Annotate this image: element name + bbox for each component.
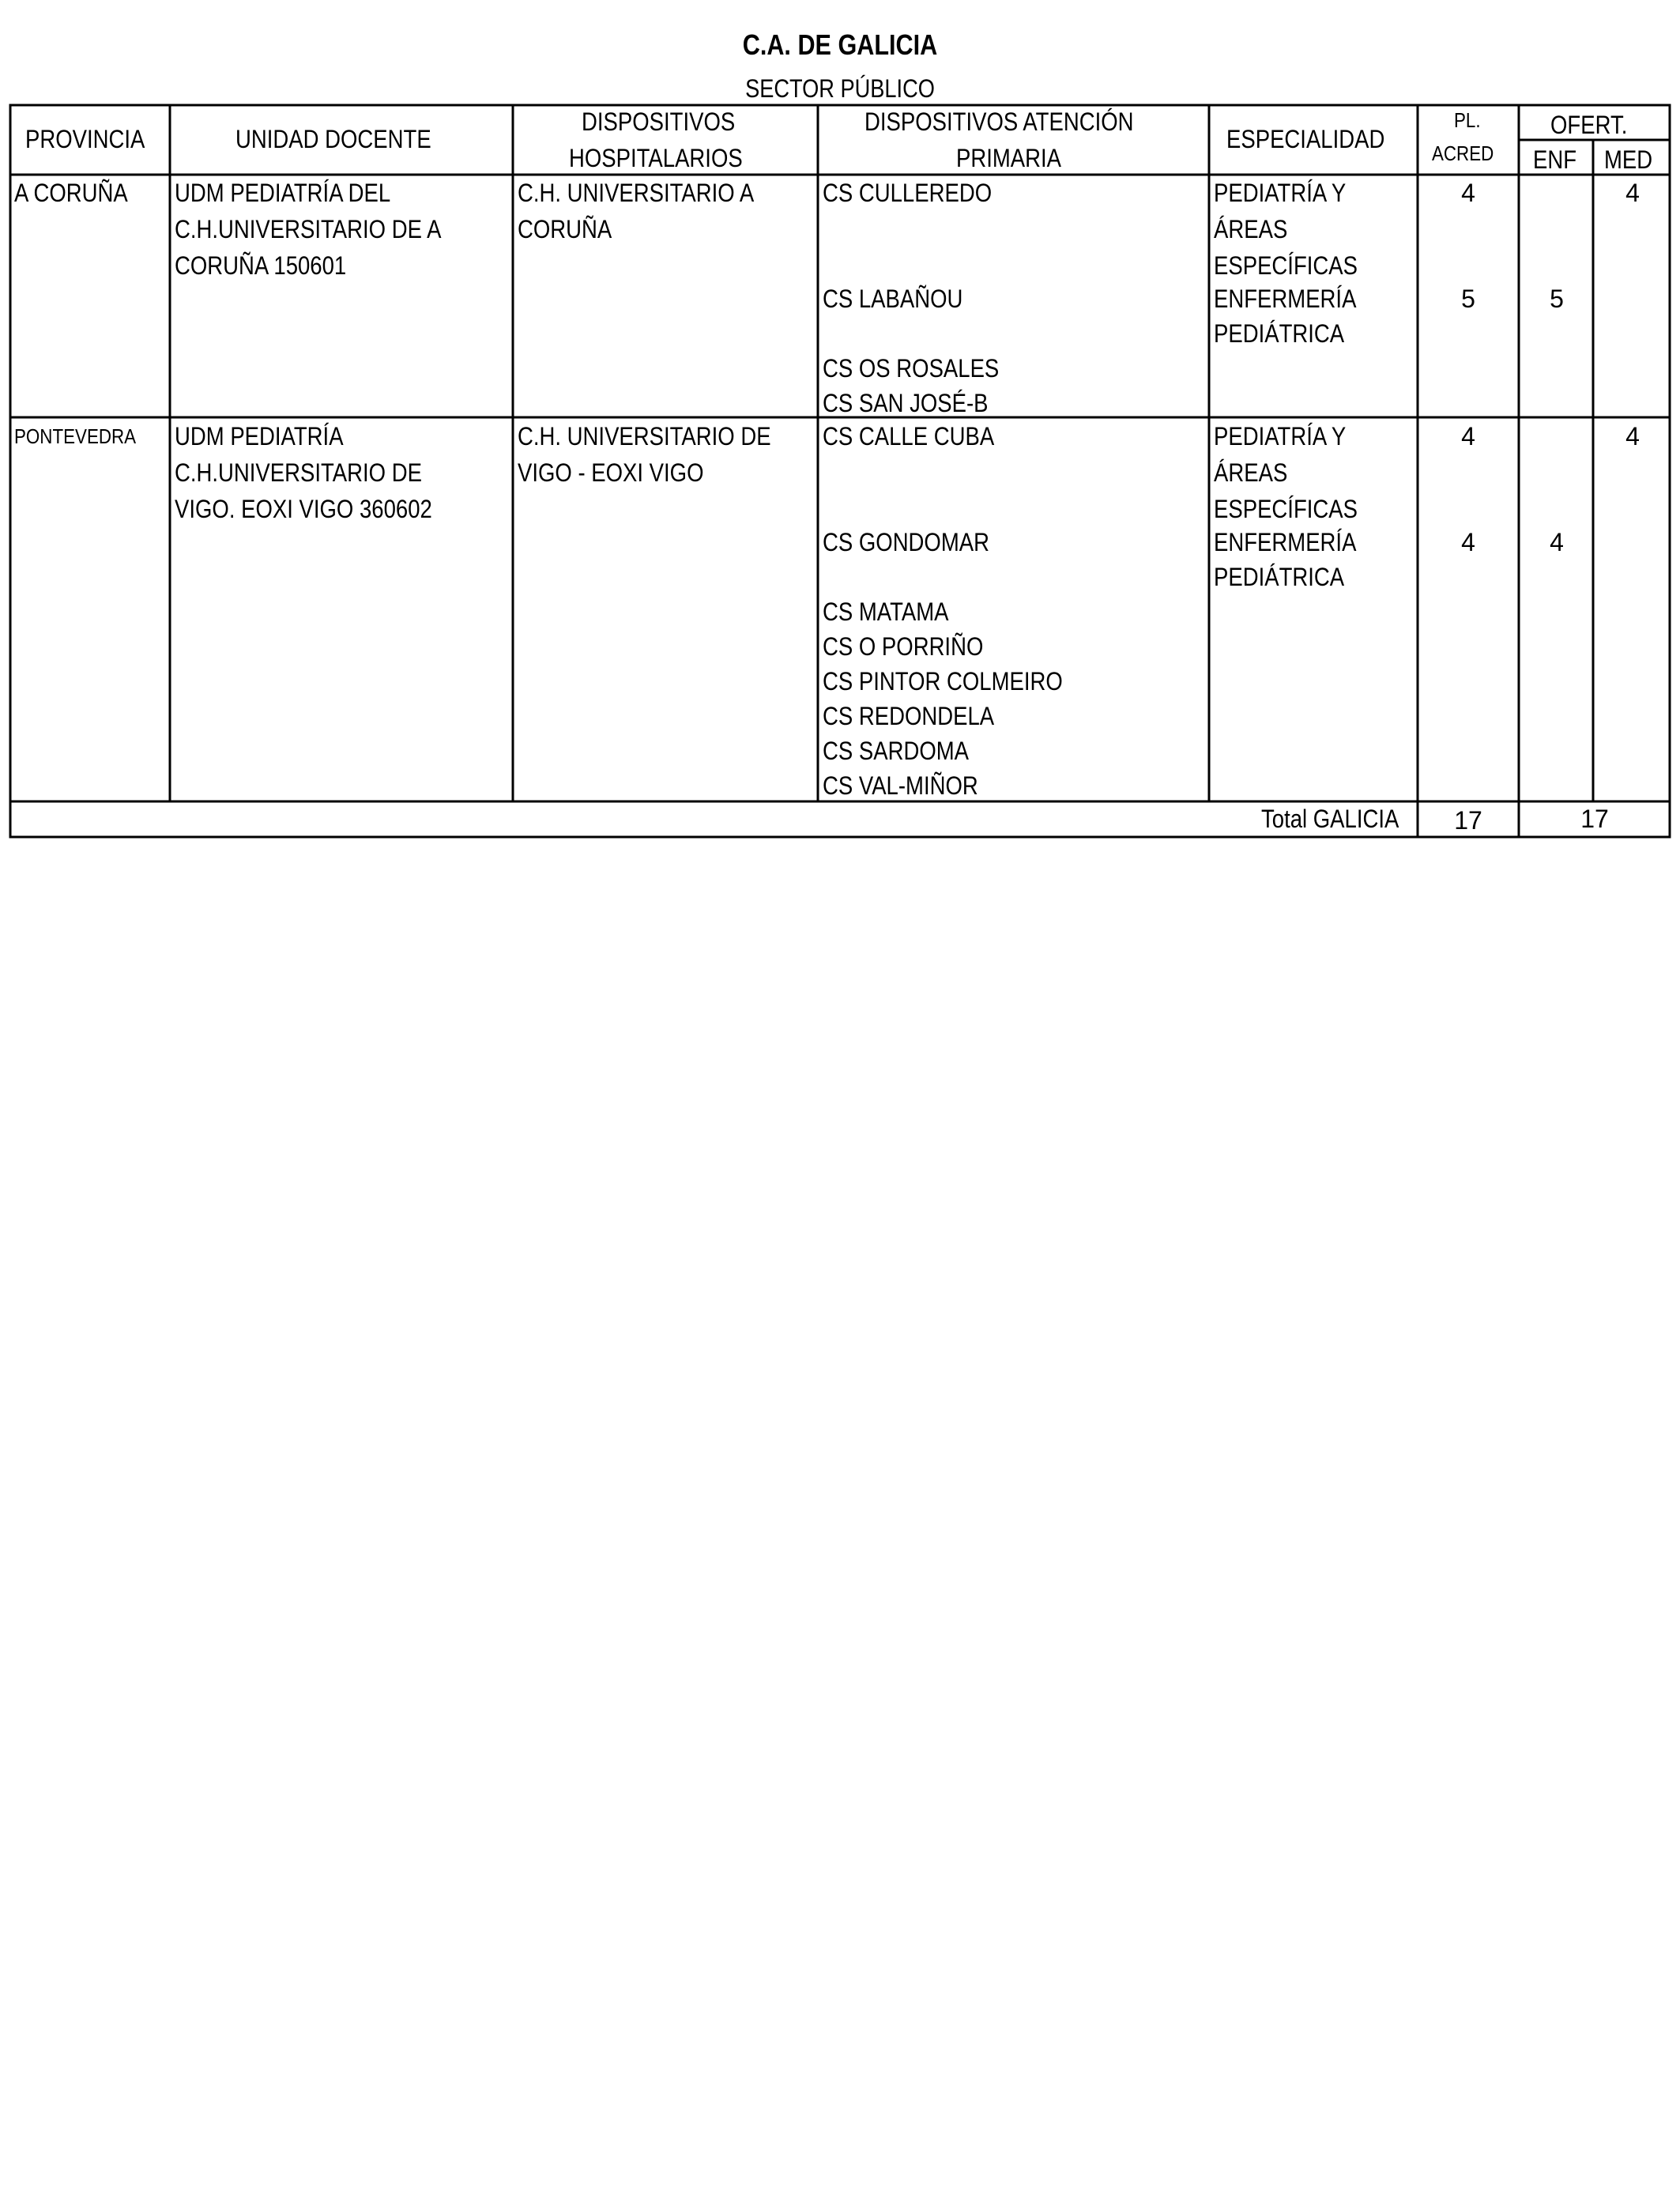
page-title: C.A. DE GALICIA [742, 28, 938, 61]
plazas-table [0, 0, 1680, 839]
cell-unidad-line2: C.H.UNIVERSITARIO DE A [175, 215, 442, 243]
cell-unidad-line1: UDM PEDIATRÍA DEL [175, 179, 391, 207]
cell-centro: CS SARDOMA [823, 737, 970, 765]
cell-hospital-line1: C.H. UNIVERSITARIO DE [518, 422, 771, 450]
cell-pl-acred: 5 [1461, 285, 1475, 313]
cell-especialidad-line1: PEDIATRÍA Y [1214, 422, 1347, 450]
cell-unidad-line3: CORUÑA 150601 [175, 251, 347, 280]
cell-centro: CS CALLE CUBA [823, 422, 995, 450]
cell-pl-acred: 4 [1461, 179, 1475, 207]
cell-pl-acred: 4 [1461, 422, 1475, 450]
cell-med: 4 [1625, 422, 1640, 450]
cell-especialidad-line2: ÁREAS [1214, 215, 1288, 243]
cell-especialidad-line3: ESPECÍFICAS [1214, 495, 1358, 523]
header-provincia: PROVINCIA [25, 125, 145, 153]
cell-centro: CS CULLEREDO [823, 179, 993, 207]
cell-centro: CS REDONDELA [823, 702, 995, 730]
total-ofert: 17 [1580, 805, 1609, 833]
cell-hospital-line1: C.H. UNIVERSITARIO A [518, 179, 755, 207]
header-ofert: OFERT. [1550, 111, 1628, 139]
cell-centro: CS SAN JOSÉ-B [823, 389, 989, 417]
cell-especialidad-line5: PEDIÁTRICA [1214, 563, 1345, 591]
cell-centro: CS LABAÑOU [823, 285, 963, 313]
cell-especialidad-line3: ESPECÍFICAS [1214, 251, 1358, 280]
header-unidad-docente: UNIDAD DOCENTE [235, 125, 431, 153]
cell-centro: CS VAL-MIÑOR [823, 771, 978, 800]
total-label: Total GALICIA [1261, 805, 1399, 833]
cell-hospital-line2: CORUÑA [518, 215, 612, 243]
header-med: MED [1604, 145, 1653, 174]
header-enf: ENF [1533, 145, 1577, 174]
cell-enf: 4 [1550, 528, 1564, 556]
cell-pl-acred: 4 [1461, 528, 1475, 556]
cell-unidad-line2: C.H.UNIVERSITARIO DE [175, 458, 422, 487]
cell-especialidad-line1: PEDIATRÍA Y [1214, 179, 1347, 207]
total-pl-acred: 17 [1454, 806, 1482, 835]
cell-enf: 5 [1550, 285, 1564, 313]
cell-especialidad-line4: ENFERMERÍA [1214, 285, 1357, 313]
cell-centro: CS OS ROSALES [823, 354, 1000, 383]
header-especialidad: ESPECIALIDAD [1226, 125, 1385, 153]
header-hospitalarios-line2: HOSPITALARIOS [569, 144, 743, 172]
header-atencion-primaria-line1: DISPOSITIVOS ATENCIÓN [864, 107, 1134, 136]
header-hospitalarios-line1: DISPOSITIVOS [582, 107, 736, 136]
page-subtitle: SECTOR PÚBLICO [745, 74, 935, 103]
cell-provincia: A CORUÑA [14, 179, 128, 207]
header-atencion-primaria-line2: PRIMARIA [956, 144, 1062, 172]
cell-unidad-line1: UDM PEDIATRÍA [175, 422, 344, 450]
cell-unidad-line3: VIGO. EOXI VIGO 360602 [175, 495, 432, 523]
header-pl-line2: ACRED [1432, 141, 1494, 165]
cell-especialidad-line2: ÁREAS [1214, 458, 1288, 487]
cell-centro: CS O PORRIÑO [823, 632, 984, 661]
cell-especialidad-line4: ENFERMERÍA [1214, 528, 1357, 556]
header-pl-line1: PL. [1454, 108, 1481, 132]
cell-especialidad-line5: PEDIÁTRICA [1214, 319, 1345, 348]
cell-centro: CS PINTOR COLMEIRO [823, 667, 1063, 696]
cell-hospital-line2: VIGO - EOXI VIGO [518, 458, 704, 487]
cell-med: 4 [1625, 179, 1640, 207]
cell-centro: CS MATAMA [823, 598, 949, 626]
cell-provincia: PONTEVEDRA [14, 424, 137, 448]
cell-centro: CS GONDOMAR [823, 528, 989, 556]
